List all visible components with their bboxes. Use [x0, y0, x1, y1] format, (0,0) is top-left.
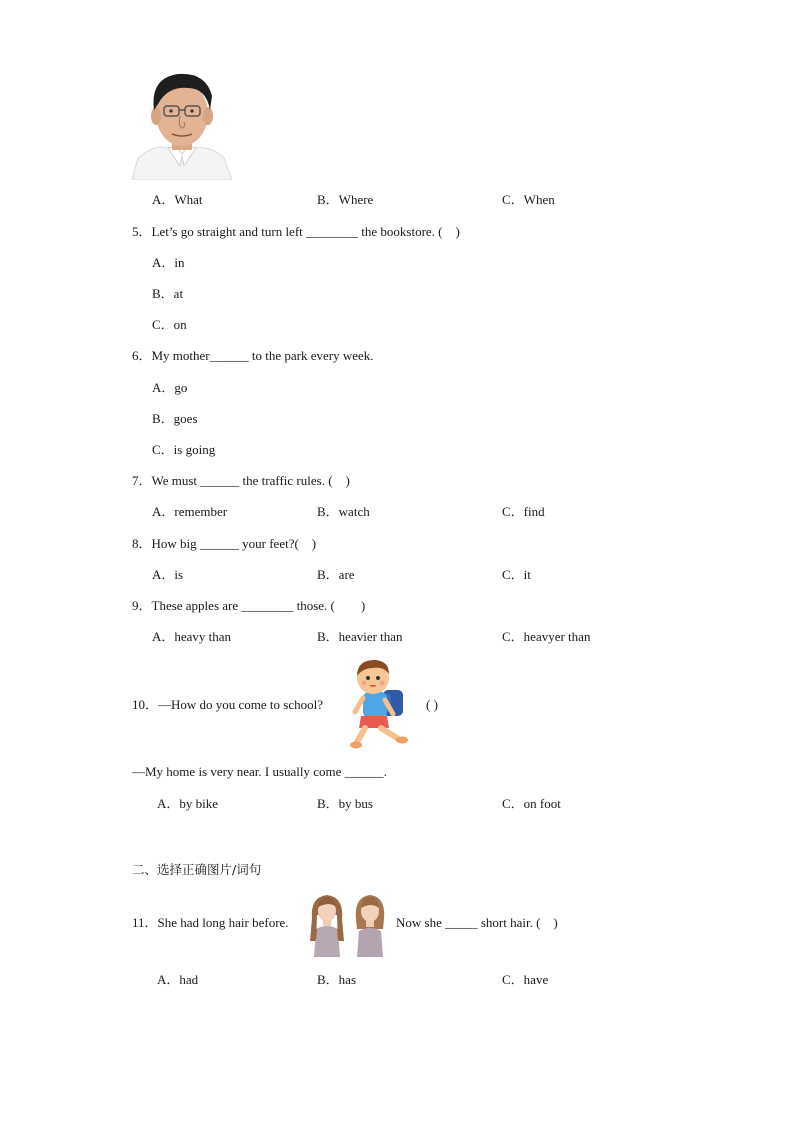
- q8-stem: 8．How big ______ your feet?( ): [132, 536, 317, 551]
- q11-stem-part1: 11．She had long hair before.: [132, 915, 289, 930]
- q6-option-b[interactable]: B．goes: [152, 411, 198, 426]
- q8-option-b[interactable]: B．are: [317, 567, 355, 582]
- q6-option-c[interactable]: C．is going: [152, 442, 216, 457]
- q7-option-a[interactable]: A．remember: [152, 504, 228, 519]
- q5-option-b[interactable]: B．at: [152, 286, 184, 301]
- q10-option-c[interactable]: C．on foot: [502, 796, 561, 811]
- girl-long-hair-image: [308, 889, 346, 957]
- q10-answer-paren: ( ): [426, 697, 438, 712]
- q11-stem-part2: Now she _____ short hair. ( ): [396, 915, 558, 930]
- q9-stem: 9．These apples are ________ those. ( ): [132, 598, 366, 613]
- q4-option-a[interactable]: A．What: [152, 192, 203, 207]
- q10-option-a[interactable]: A．by bike: [157, 796, 219, 811]
- q9-option-a[interactable]: A．heavy than: [152, 629, 232, 644]
- q5-option-c[interactable]: C．on: [152, 317, 187, 332]
- q11-option-a[interactable]: A．had: [157, 972, 199, 987]
- q5-option-a[interactable]: A．in: [152, 255, 185, 270]
- girl-short-hair-image: [351, 889, 389, 957]
- q7-option-b[interactable]: B．watch: [317, 504, 370, 519]
- q8-option-a[interactable]: A．is: [152, 567, 184, 582]
- q10-stem: 10．—How do you come to school?: [132, 697, 324, 712]
- q7-option-c[interactable]: C．find: [502, 504, 545, 519]
- q11-option-c[interactable]: C．have: [502, 972, 549, 987]
- q4-option-c[interactable]: C．When: [502, 192, 555, 207]
- q6-stem: 6．My mother______ to the park every week.: [132, 348, 374, 363]
- q7-stem: 7．We must ______ the traffic rules. ( ): [132, 473, 350, 488]
- q8-option-c[interactable]: C．it: [502, 567, 531, 582]
- q4-option-b[interactable]: B．Where: [317, 192, 374, 207]
- portrait-image: [132, 66, 232, 180]
- q5-stem: 5．Let’s go straight and turn left ________ the bookstore. ( ): [132, 224, 460, 239]
- q9-option-b[interactable]: B．heavier than: [317, 629, 403, 644]
- boy-walking-image: [347, 656, 421, 754]
- q11-option-b[interactable]: B．has: [317, 972, 357, 987]
- q10-answer-line: —My home is very near. I usually come ______.: [132, 764, 387, 779]
- q9-option-c[interactable]: C．heavyer than: [502, 629, 591, 644]
- section-2-heading: 二、选择正确图片/词句: [132, 862, 262, 877]
- q10-option-b[interactable]: B．by bus: [317, 796, 373, 811]
- q6-option-a[interactable]: A．go: [152, 380, 188, 395]
